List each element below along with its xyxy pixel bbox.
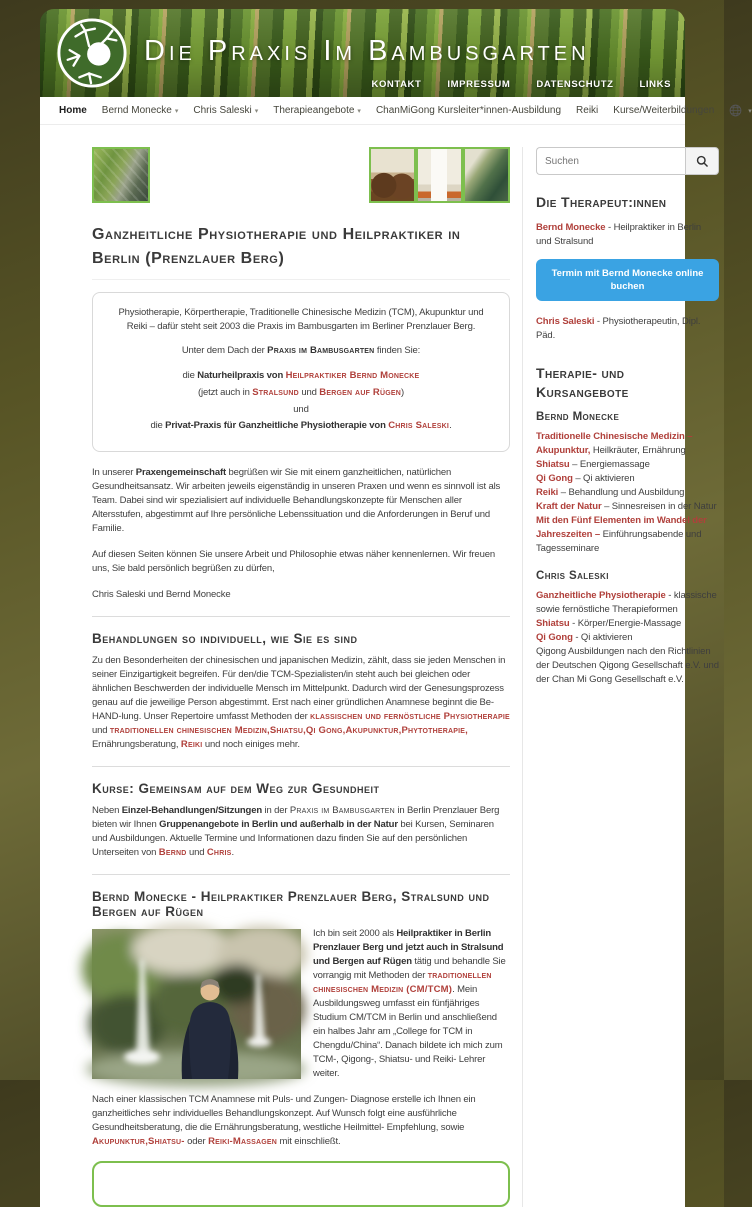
link-kraft-der-natur[interactable]: Kraft der Natur: [536, 500, 602, 512]
section-title-bernd: Bernd Monecke - Heilpraktiker Prenzlauer Berg, Stralsund und Bergen auf Rügen: [92, 889, 490, 919]
und-line: und: [293, 404, 309, 415]
top-menu-kontakt[interactable]: KONTAKT: [371, 79, 422, 90]
section-title-behandlungen: Behandlungen so individuell, wie Sie es sind: [92, 631, 358, 646]
therapist-entry-chris: Chris Saleski - Physiotherapeutin, Dipl. Päd.: [536, 315, 701, 341]
section-divider: [92, 766, 510, 767]
link-stralsund[interactable]: Stralsund: [252, 387, 299, 398]
link-bergen-auf-ruegen[interactable]: Bergen auf Rügen: [319, 387, 401, 398]
link-shiatsu-chris[interactable]: Shiatsu: [536, 617, 570, 629]
chevron-down-icon: ▾: [254, 108, 259, 115]
offer-item: Shiatsu – Energiemassage: [536, 458, 650, 470]
sidebar-heading-therapists: Die Therapeut:innen: [536, 194, 667, 210]
search-icon: [696, 155, 709, 168]
link-bernd-monecke[interactable]: Bernd Monecke: [536, 221, 606, 233]
link-ganzheitliche-physiotherapie[interactable]: Ganzheitliche Physiotherapie: [536, 589, 666, 601]
offer-item: Mit den Fünf Elementen im Wandel der Jahreszeiten – Einführungsabende und Tagesseminare: [536, 514, 707, 554]
link-akupunktur-shiatsu[interactable]: Akupunktur,Shiatsu-: [92, 1136, 185, 1147]
link-tcm[interactable]: traditionellen chinesischen Medizin (CM/TCM): [313, 970, 492, 995]
intro-under-roof-line: Unter dem Dach der Praxis im Bambusgarten finden Sie:: [181, 345, 421, 356]
welcome-paragraph-2: Auf diesen Seiten können Sie unsere Arbeit und Philosophie etwas näher kennenlernen. Wir freuen uns, Sie bald persönlich begrüßen zu dürfen,: [92, 549, 495, 574]
sidebar-subheading-bernd: Bernd Monecke: [536, 410, 620, 423]
top-menu-datenschutz[interactable]: DATENSCHUTZ: [536, 79, 614, 90]
highlight-box: [92, 1161, 510, 1207]
sidebar: [522, 147, 719, 1207]
bernd-paragraph-1: Ich bin seit 2000 als Heilpraktiker in Berlin Prenzlauer Berg und jetzt auch in Stralsund und Bergen auf Rügen tätig und behandle Sie vorrangig mit Methoden der traditionellen chinesischen Medizin (CM/TCM). Mein Ausbildungsweg umfasst ein fünfjähriges Studium CM/TCM in Berlin und anschließend ein halbes Jahr am „College for TCM in Chengdu/China“. Danach bildete ich mich zum TCM-, Qigong-, Shiatsu- und Reiki- Lehrer weiter.: [313, 928, 506, 1079]
photo-gallery-row: [92, 147, 510, 203]
link-reiki[interactable]: Reiki: [180, 739, 203, 750]
booking-button[interactable]: Termin mit Bernd Monecke online buchen: [536, 259, 719, 301]
search-bar: [536, 147, 719, 175]
qigong-note: Qigong Ausbildungen nach den Richtlinien der Deutschen Qigong Gesellschaft e.V. und der Chan Mi Gong Gesellschaft e.V.: [536, 645, 719, 685]
offer-item: Reiki – Behandlung und Ausbildung: [536, 486, 685, 498]
kurse-paragraph: Neben Einzel-Behandlungen/Sitzungen in der Praxis im Bambusgarten in Berlin Prenzlauer Berg bieten wir Ihnen Gruppenangebote in Berlin und außerhalb in der Natur bei Kursen, Seminaren und Ausbildungen. Aktuelle Termine und Informationen dazu finden Sie auf den persönlichen Unterseiten von Bernd und Chris.: [92, 805, 500, 858]
page-wrapper: [40, 0, 752, 1207]
page-title: Ganzheitliche Physiotherapie und Heilpraktiker in Berlin (Prenzlauer Berg): [92, 223, 510, 280]
welcome-paragraph-1: In unserer Praxengemeinschaft begrüßen wir Sie mit einem ganzheitlichen, natürlichen Gesundheitsansatz. Wir arbeiten jeweils eigenständig in unseren Praxen und wenn es sinnvoll ist als Team. Dabei sind wir spezialisiert auf individuelle Behandlungskonzepte für Menschen aller Altersstufen, abgestimmt auf Ihre persönliche Lebenssituation und die Anforderungen in Beruf und Familie.: [92, 467, 501, 534]
offer-item: Kraft der Natur – Sinnesreisen in der Natur: [536, 500, 717, 512]
search-input[interactable]: [536, 147, 685, 175]
sidebar-subheading-chris: Chris Saleski: [536, 569, 609, 582]
language-selector[interactable]: [729, 104, 752, 117]
treatment-room-thumbnail[interactable]: [416, 147, 463, 203]
offer-item: Ganzheitliche Physiotherapie - klassische sowie fernöstliche Therapieformen: [536, 589, 717, 615]
link-fuenf-elemente[interactable]: Mit den Fünf Elementen im Wandel der Jahreszeiten –: [536, 514, 707, 540]
nav-bernd-monecke[interactable]: Bernd Monecke ▾: [101, 105, 179, 116]
naturheilpraxis-line: die Naturheilpraxis von Heilpraktiker Bernd Monecke: [182, 370, 420, 381]
section-divider: [92, 874, 510, 875]
offer-item: Shiatsu - Körper/Energie-Massage: [536, 617, 682, 629]
link-tcm-methoden[interactable]: traditionellen chinesischen Medizin,Shiatsu,Qi Gong,Akupunktur,Phytotherapie,: [109, 725, 468, 736]
intro-box: [92, 292, 510, 452]
link-chris[interactable]: Chris: [206, 847, 232, 858]
chevron-down-icon: ▾: [174, 108, 179, 115]
chevron-down-icon: ▾: [357, 108, 361, 115]
main-column: [92, 147, 510, 1207]
main-nav: [40, 97, 752, 125]
link-reiki-massagen[interactable]: Reiki-Massagen: [208, 1136, 278, 1147]
top-menu: [371, 79, 671, 90]
bernd-paragraph-2: Nach einer klassischen TCM Anamnese mit Puls- und Zungen- Diagnose erstelle ich Ihnen ein ganzheitliches sehr individuelles Behandlungskonzept. Auf Wunsch folgt eine ausführliche Gesundheitsberatung, die die Ernährungsberatung, westliche Heilmittel- Empfehlung, sowie Akupunktur,Shiatsu- oder Reiki-Massagen mit einschließt.: [92, 1094, 476, 1147]
practice-room-thumbnail[interactable]: [463, 147, 510, 203]
sidebar-heading-offers: Therapie- und Kursangebote: [536, 364, 629, 400]
site-header: [40, 9, 685, 97]
nav-chris-saleski[interactable]: Chris Saleski ▾: [193, 105, 259, 116]
link-qi-gong[interactable]: Qi Gong: [536, 472, 573, 484]
link-heilpraktiker-bernd-monecke[interactable]: Heilpraktiker Bernd Monecke: [285, 370, 420, 381]
content-area: [40, 125, 719, 1207]
chevron-down-icon: ▾: [748, 107, 752, 115]
link-chris-saleski[interactable]: Chris Saleski: [536, 315, 595, 327]
nav-kurse-weiterbildungen[interactable]: Kurse/Weiterbildungen: [613, 105, 715, 116]
search-button[interactable]: [685, 147, 719, 175]
behandlungen-paragraph: Zu den Besonderheiten der chinesischen und japanischen Medizin, zählt, dass sie jeden Menschen in seiner Einzigartigkeit begreifen. Für den/die TCM-Spezialisten/in steht auch bei gleichen oder ähnlichen Beschwerden der individuelle Mensch im Mittelpunkt. Dadurch wird der Genesungsprozess genau auf die jeweilige Person abgestimmt. Erst nach einer gründlichen Anamnese beginnt die Be-HAND-lung. Unser Repertoire umfasst Methoden der klassischen und fernöstliche Physiotherapie und traditionellen chinesischen Medizin,Shiatsu,Qi Gong,Akupunktur,Phytotherapie, Ernährungsberatung, Reiki und noch einiges mehr.: [92, 655, 510, 750]
top-menu-impressum[interactable]: IMPRESSUM: [447, 79, 511, 90]
praxis-name: Praxis im Bambusgarten: [289, 805, 395, 816]
offer-item: Traditionelle Chinesische Medizin – Akupunktur, Heilkräuter, Ernährung: [536, 430, 693, 456]
link-physiotherapie[interactable]: klassischen und fernöstliche Physiotherapie: [310, 711, 510, 722]
link-tcm-akupunktur[interactable]: Traditionelle Chinesische Medizin – Akupunktur,: [536, 430, 693, 456]
globe-icon: [729, 104, 742, 117]
nav-chanmigong[interactable]: ChanMiGong Kursleiter*innen-Ausbildung: [375, 105, 562, 116]
welcome-signature: Chris Saleski und Bernd Monecke: [92, 589, 231, 600]
therapist-entry-bernd: Bernd Monecke - Heilpraktiker in Berlin und Stralsund: [536, 221, 702, 247]
praxis-name: Praxis im Bambusgarten: [267, 345, 375, 356]
offer-item: Qi Gong - Qi aktivieren: [536, 631, 633, 643]
bamboo-logo-icon[interactable]: [56, 17, 128, 89]
bernd-monecke-portrait-photo: [92, 929, 301, 1079]
site-title: Die Praxis Im Bambusgarten: [144, 35, 590, 67]
intro-paragraph: Physiotherapie, Körpertherapie, Traditionelle Chinesische Medizin (TCM), Akupunktur und Reiki – dafür steht seit 2003 die Praxis im Bambusgarten im Berliner Prenzlauer Berg.: [118, 307, 484, 332]
section-title-kurse: Kurse: Gemeinsam auf dem Weg zur Gesundheit: [92, 781, 380, 796]
offer-item: Qi Gong – Qi aktivieren: [536, 472, 635, 484]
waiting-room-thumbnail[interactable]: [369, 147, 416, 203]
privatpraxis-line: die Privat-Praxis für Ganzheitliche Physiotherapie von Chris Saleski.: [150, 420, 452, 431]
top-menu-links[interactable]: LINKS: [639, 79, 671, 90]
link-chris-saleski[interactable]: Chris Saleski: [388, 420, 450, 431]
nav-reiki[interactable]: Reiki: [576, 105, 599, 116]
locations-line: (jetzt auch in Stralsund und Bergen auf Rügen): [197, 387, 404, 398]
bamboo-garden-thumbnail[interactable]: [92, 147, 150, 203]
link-shiatsu[interactable]: Shiatsu: [536, 458, 570, 470]
link-bernd[interactable]: Bernd: [158, 847, 187, 858]
link-reiki[interactable]: Reiki: [536, 486, 559, 498]
link-qi-gong-chris[interactable]: Qi Gong: [536, 631, 573, 643]
nav-therapieangebote[interactable]: Therapieangebote ▾: [273, 105, 361, 116]
practice-photos-group: [369, 147, 510, 203]
nav-home[interactable]: Home: [59, 105, 87, 116]
section-divider: [92, 616, 510, 617]
